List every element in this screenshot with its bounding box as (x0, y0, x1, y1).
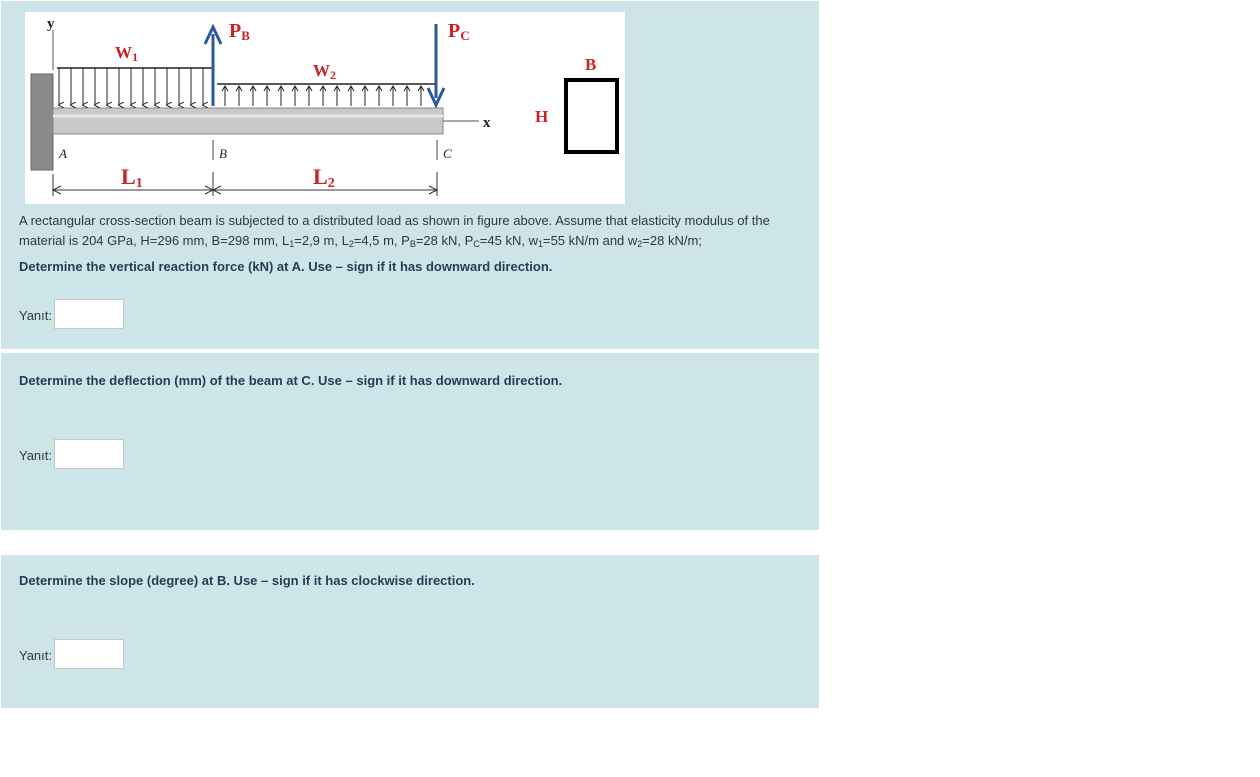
answer-3-label: Yanıt: (19, 648, 53, 663)
l1-label: L1 (121, 164, 143, 191)
w1-load-arrows (59, 68, 203, 105)
point-c-label: C (443, 146, 452, 161)
cross-section-rect (566, 80, 617, 152)
question-1-intro-line2: material is 204 GPa, H=296 mm, B=298 mm, $L_1=2,9$ m, $L_2=4,5$ m, $P_B=28$ kN, $P_C=45$ kN, $w_1=55$ kN/m and $w_2=28$ kN/m; (19, 233, 702, 249)
question-3-prompt: Determine the slope (degree) at B. Use – sign if it has clockwise direction. (19, 573, 475, 588)
point-b-label: B (219, 146, 227, 161)
question-2 (1, 353, 819, 530)
w2-label: W2 (313, 61, 336, 82)
question-2-prompt: Determine the deflection (mm) of the beam at C. Use – sign if it has downward direction. (19, 373, 563, 388)
beam-diagram (25, 12, 625, 204)
pb-label: PB (229, 20, 250, 43)
question-1-prompt: Determine the vertical reaction force (kN) at A. Use – sign if it has downward direction. (19, 259, 553, 274)
section-h-label: H (535, 107, 549, 126)
dimension-lines (53, 172, 437, 196)
point-a-label: A (59, 146, 67, 161)
w2-load-arrows (222, 86, 424, 106)
question-3 (1, 555, 819, 708)
question-1-intro (19, 211, 799, 254)
answer-1-input[interactable] (54, 299, 124, 329)
beam (53, 108, 443, 134)
pb-force-arrow (205, 27, 221, 106)
answer-2-label: Yanıt: (19, 448, 53, 463)
section-b-label: B (585, 55, 597, 74)
answer-1-label: Yanıt: (19, 308, 53, 323)
pc-label: PC (448, 20, 470, 43)
wall-support (31, 74, 53, 170)
beam-figure (25, 12, 625, 204)
y-axis-label: y (47, 16, 55, 32)
x-axis-label: x (483, 115, 491, 131)
l2-label: L2 (313, 164, 335, 191)
answer-3-input[interactable] (54, 639, 124, 669)
question-1-intro-line1: A rectangular cross-section beam is subjected to a distributed load as shown in figure above. Assume that elasticity modulus of the (19, 213, 770, 228)
w1-label: W1 (115, 43, 138, 64)
pc-force-arrow (428, 24, 444, 105)
answer-2-input[interactable] (54, 439, 124, 469)
question-1 (1, 1, 819, 349)
